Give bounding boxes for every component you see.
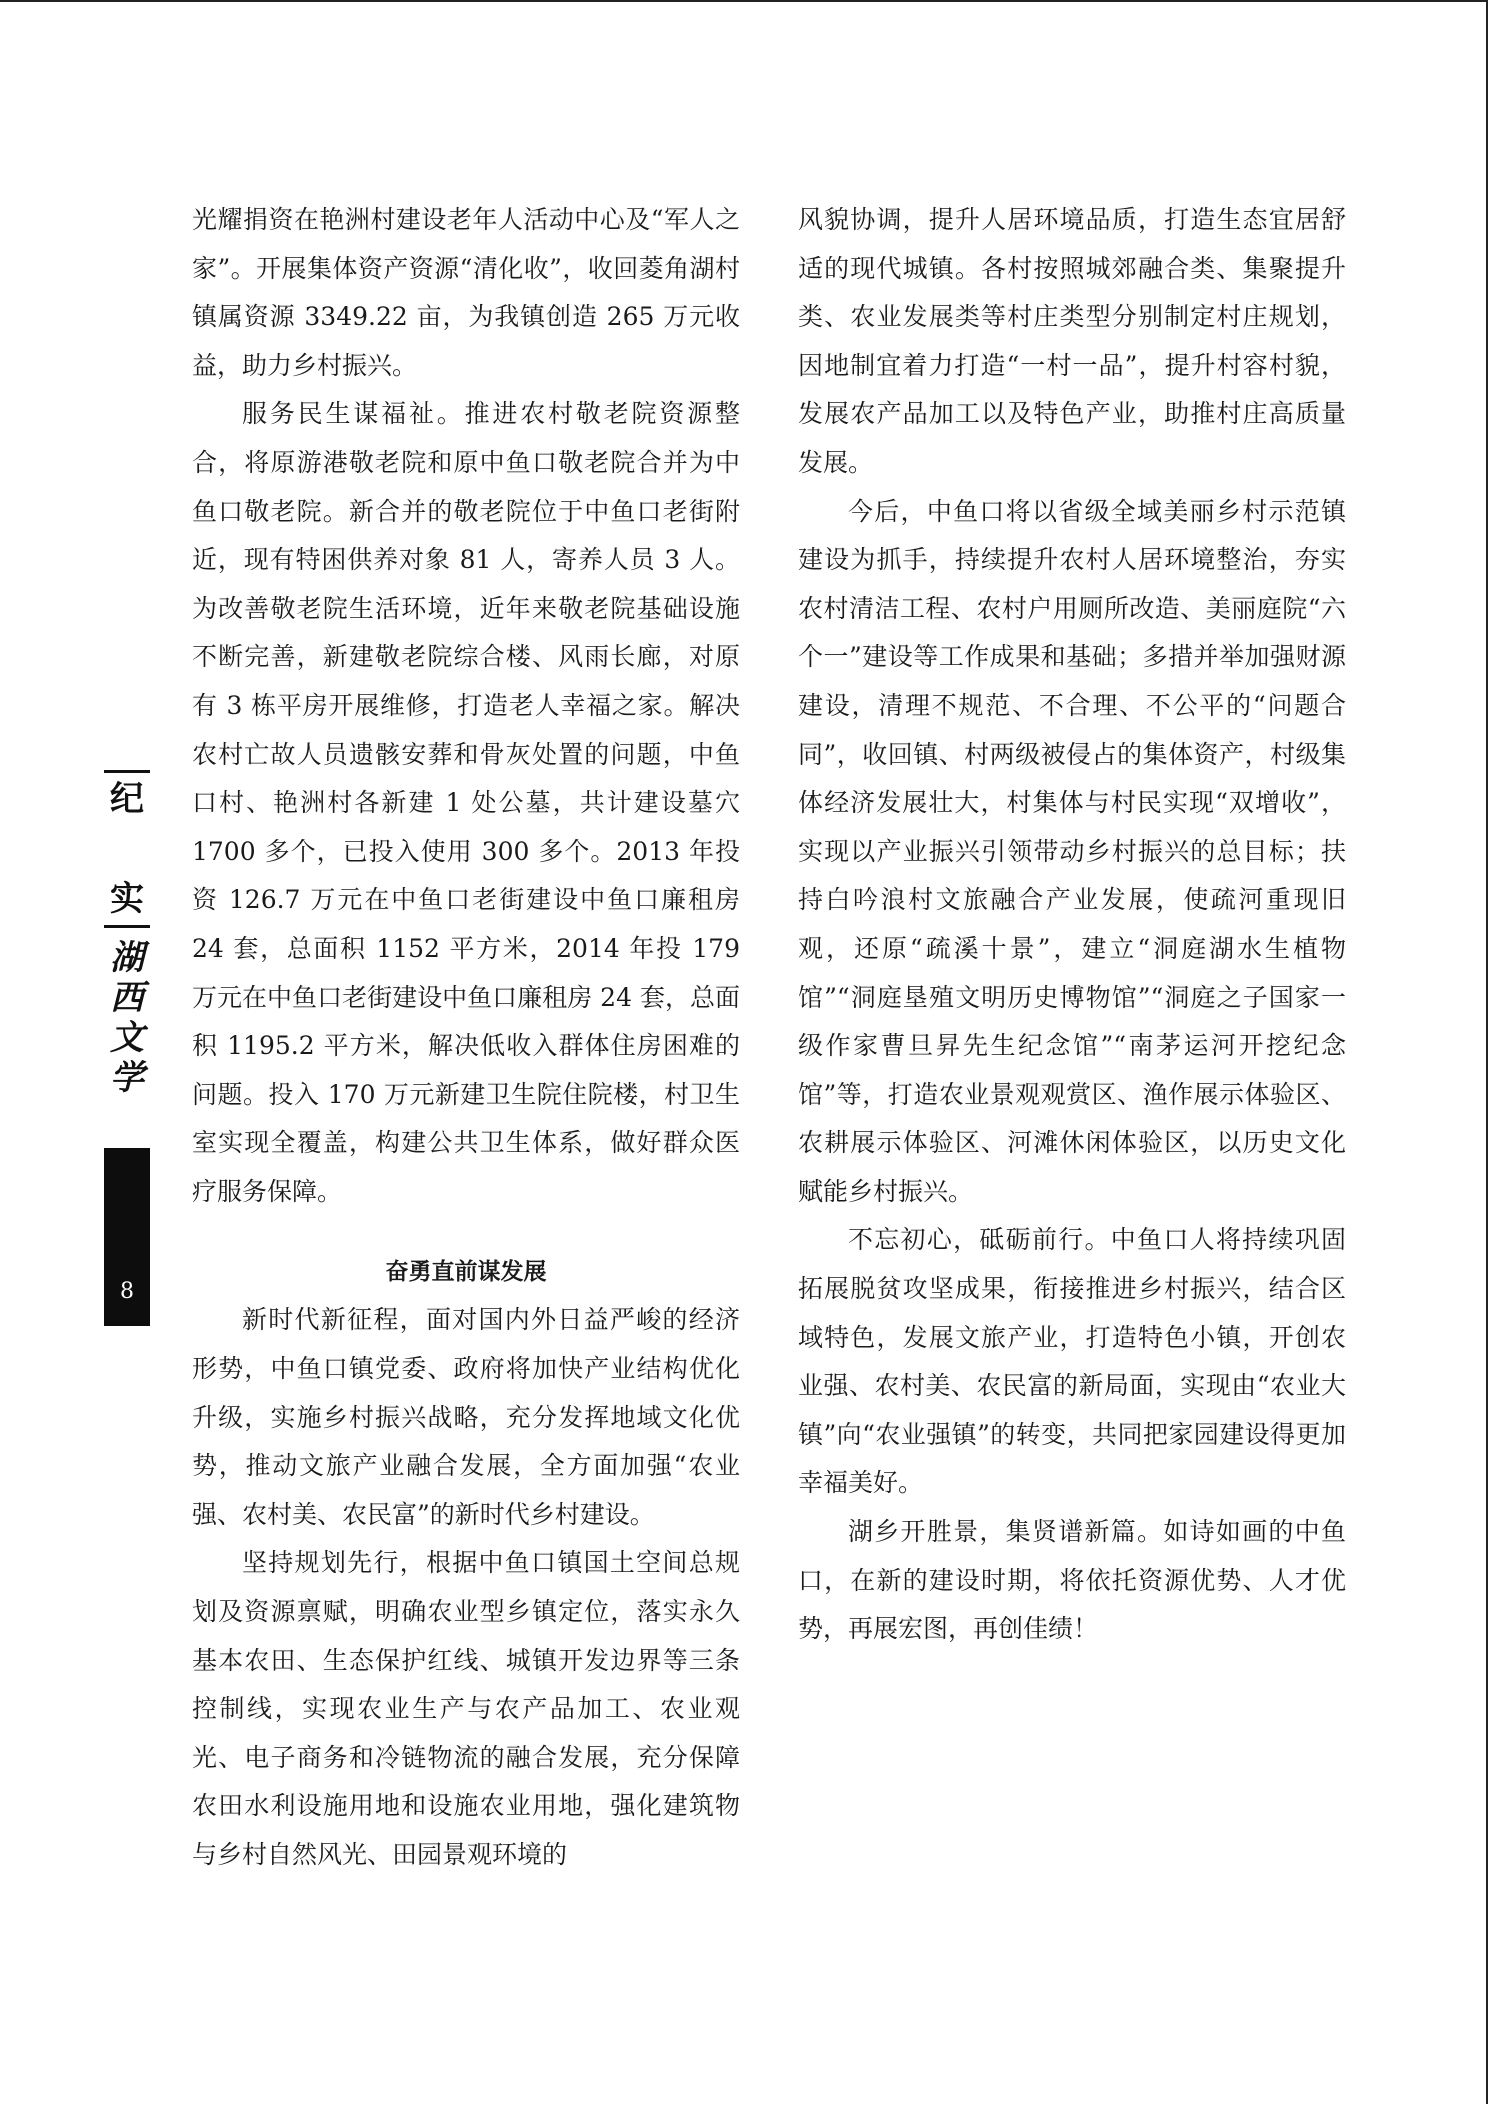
- paragraph: 不忘初心，砥砺前行。中鱼口人将持续巩固拓展脱贫攻坚成果，衔接推进乡村振兴，结合区域特色，发展文旅产业，打造特色小镇，开创农业强、农村美、农民富的新局面，实现由“农业大镇”向“农业强镇”的转变，共同把家园建设得更加幸福美好。: [798, 1225, 1346, 1498]
- magazine-logo-char-3: 文: [110, 1018, 144, 1058]
- paragraph: 坚持规划先行，根据中鱼口镇国土空间总规划及资源禀赋，明确农业型乡镇定位，落实永久基本农田、生态保护红线、城镇开发边界等三条控制线，实现农业生产与农产品加工、农业观光、电子商务和冷链物流的融合发展，充分保障农田水利设施用地和设施农业用地，强化建筑物与乡村自然风光、田园景观环境的: [192, 1548, 740, 1869]
- paragraph: 今后，中鱼口将以省级全域美丽乡村示范镇建设为抓手，持续提升农村人居环境整治，夯实农村清洁工程、农村户用厕所改造、美丽庭院“六个一”建设等工作成果和基础；多措并举加强财源建设，清理不规范、不合理、不公平的“问题合同”，收回镇、村两级被侵占的集体资产，村级集体经济发展壮大，村集体与村民实现“双增收”，实现以产业振兴引领带动乡村振兴的总目标；扶持白吟浪村文旅融合产业发展，使疏河重现旧观，还原“疏溪十景”，建立“洞庭湖水生植物馆”“洞庭垦殖文明历史博物馆”“洞庭之子国家一级作家曹旦昇先生纪念馆”“南茅运河开挖纪念馆”等，打造农业景观观赏区、渔作展示体验区、农耕展示体验区、河滩休闲体验区，以历史文化赋能乡村振兴。: [798, 496, 1346, 1206]
- section-char-shi: 实: [110, 879, 144, 919]
- left-column: [192, 196, 740, 1880]
- paragraph: 光耀捐资在艳洲村建设老年人活动中心及“军人之家”。开展集体资产资源“清化收”，收回菱角湖村镇属资源 3349.22 亩，为我镇创造 265 万元收益，助力乡村振兴。: [192, 205, 740, 380]
- magazine-logo-char-4: 学: [110, 1058, 144, 1098]
- paragraph: 风貌协调，提升人居环境品质，打造生态宜居舒适的现代城镇。各村按照城郊融合类、集聚提升类、农业发展类等村庄类型分别制定村庄规划，因地制宜着力打造“一村一品”，提升村容村貌，发展农产品加工以及特色产业，助推村庄高质量发展。: [798, 205, 1346, 477]
- paragraph: 新时代新征程，面对国内外日益严峻的经济形势，中鱼口镇党委、政府将加快产业结构优化升级，实施乡村振兴战略，充分发挥地域文化优势，推动文旅产业融合发展，全方面加强“农业强、农村美、农民富”的新时代乡村建设。: [192, 1305, 740, 1529]
- page-number-block: [104, 1148, 150, 1326]
- page-border-top: [0, 0, 1488, 2]
- paragraph: 服务民生谋福祉。推进农村敬老院资源整合，将原游港敬老院和原中鱼口敬老院合并为中鱼口敬老院。新合并的敬老院位于中鱼口老街附近，现有特困供养对象 81 人，寄养人员 3 人。为改善敬老院生活环境，近年来敬老院基础设施不断完善，新建敬老院综合楼、风雨长廊，对原有 3 栋平房开展维修，打造老人幸福之家。解决农村亡故人员遗骸安葬和骨灰处置的问题，中鱼口村、艳洲村各新建 1 处公墓，共计建设墓穴 1700 多个，已投入使用 300 多个。2013 年投资 126.7 万元在中鱼口老街建设中鱼口廉租房 24 套，总面积 1152 平方米，2014 年投 179 万元在中鱼口老街建设中鱼口廉租房 24 套，总面积 1195.2 平方米，解决低收入群体住房困难的问题。投入 170 万元新建卫生院住院楼，村卫生室实现全覆盖，构建公共卫生体系，做好群众医疗服务保障。: [192, 399, 740, 1206]
- paragraph: 湖乡开胜景，集贤谱新篇。如诗如画的中鱼口，在新的建设时期，将依托资源优势、人才优势，再展宏图，再创佳绩！: [798, 1517, 1346, 1644]
- section-char-ji: 纪: [110, 779, 144, 819]
- side-section-label: [104, 770, 150, 1098]
- side-divider-top: [104, 770, 150, 773]
- page-number: 8: [120, 1279, 134, 1304]
- right-column: [798, 196, 1346, 1654]
- magazine-logo-char-1: 湖: [110, 938, 144, 978]
- section-heading: 奋勇直前谋发展: [385, 1259, 547, 1286]
- magazine-logo-char-2: 西: [110, 978, 144, 1018]
